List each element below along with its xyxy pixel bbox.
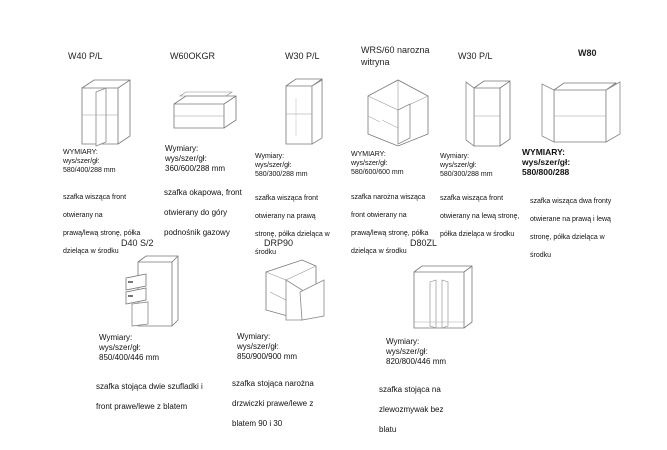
cabinet-drawing-w30-b: [466, 76, 516, 148]
cabinet-dimensions: Wymiary: wys/szer/gł: 360/600/288 mm: [165, 144, 226, 173]
cabinet-description: szafka wisząca front otwierany na prawą/lewą stronę, półka dzieląca w środku: [63, 194, 141, 255]
cabinet-description: szafka stojąca narożna drzwiczki prawe/lewe z blatem 90 i 30: [232, 379, 314, 428]
cabinet-drawing-w30-a: [282, 76, 332, 148]
cabinet-name: WRS/60 narozna witryna: [361, 45, 430, 67]
cabinet-description: szafka stojąca dwie szufladki i front prawe/lewe z blatem: [96, 382, 203, 411]
cabinet-description: szafka stojąca na zlewozmywak bez blatu: [379, 385, 444, 434]
cabinet-dimensions: Wymiary: wys/szer/gł: 580/300/288 mm: [255, 153, 308, 178]
cabinet-dimensions: Wymiary: wys/szer/gł: 850/400/446 mm: [99, 333, 160, 362]
cabinet-name: W30 P/L: [285, 51, 320, 61]
cabinet-description: szafka narożna wisząca front otwierany na prawą/lewą stronę, półka dzieląca w środku: [351, 194, 429, 255]
cabinet-dimensions: Wymiary: wys/szer/gł: 850/900/900 mm: [237, 332, 298, 361]
cabinet-description: szafka wisząca dwa fronty otwierane na prawą i lewą stronę, półka dzieląca w środku: [530, 198, 612, 259]
cabinet-dimensions: Wymiary: wys/szer/gł: 580/300/288 mm: [440, 153, 493, 178]
cabinet-name: D80ZL: [410, 238, 438, 248]
cabinet-drawing-w40: [78, 78, 138, 148]
cabinet-drawing-wrs60: [364, 76, 436, 148]
cabinet-drawing-w60okgr: [170, 92, 240, 132]
cabinet-drawing-drp90: [256, 256, 328, 322]
cabinet-drawing-w80: [540, 78, 630, 148]
cabinet-description: szafka okapowa, front otwierany do góry podnośnik gazowy: [164, 188, 242, 237]
cabinet-name: W80: [578, 48, 597, 58]
cabinet-name: D40 S/2: [121, 238, 154, 248]
cabinet-description: szafka wisząca front otwierany na lewą stronę, półka dzieląca w środku: [440, 195, 520, 238]
cabinet-drawing-d40s2: [124, 252, 180, 330]
cabinet-dimensions: WYMIARY: wys/szer/gł: 580/400/288 mm: [63, 149, 116, 174]
cabinet-dimensions: Wymiary: wys/szer/gł: 820/800/446 mm: [386, 337, 447, 366]
cabinet-dimensions: WYMIARY: wys/szer/gł: 580/600/600 mm: [351, 151, 404, 176]
cabinet-drawing-d80zl: [404, 262, 476, 332]
cabinet-name: W30 P/L: [458, 51, 493, 61]
cabinet-name: DRP90: [264, 238, 294, 248]
cabinet-name: W60OKGR: [170, 51, 216, 61]
cabinet-dimensions: WYMIARY: wys/szer/gł: 580/800/288: [522, 147, 571, 177]
cabinet-name: W40 P/L: [68, 51, 103, 61]
cabinet-description: szafka wisząca front otwierany na prawą stronę, półka dzieląca w środku: [255, 195, 330, 256]
